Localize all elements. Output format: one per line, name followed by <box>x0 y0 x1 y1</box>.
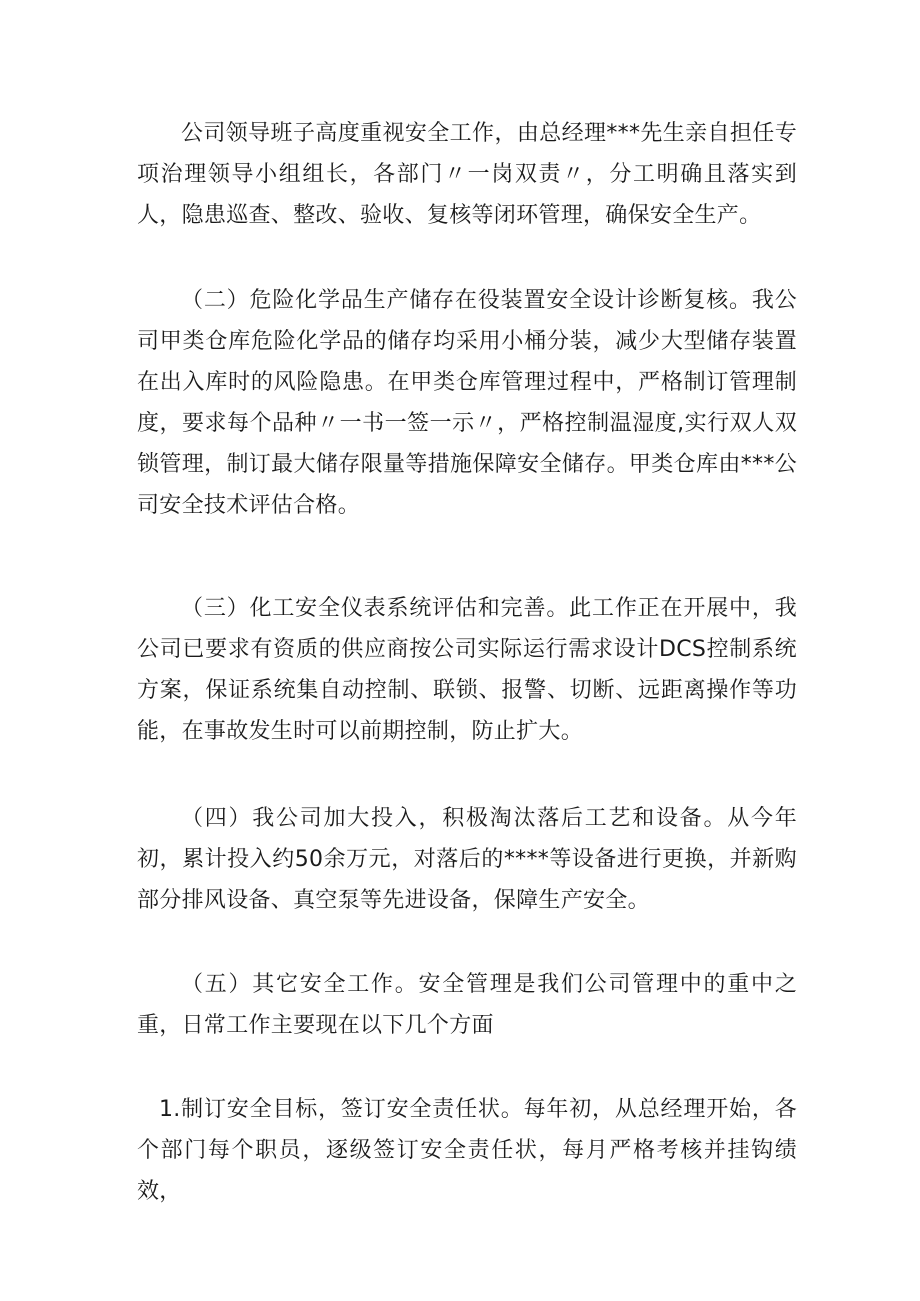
paragraph-hazardous-chemicals: （二）危险化学品生产储存在役装置安全设计诊断复核。我公司甲类仓库危险化学品的储存均采用小桶分装，减少大型储存装置在出入库时的风险隐患。在甲类仓库管理过程中，严格制订管理制度，要求每个品种〃一书一签一示〃，严格控制温湿度,实行双人双锁管理，制订最大储存限量等措施保障安全储存。甲类仓库由***公司安全技术评估合格。 <box>137 288 797 518</box>
paragraph-equipment-investment: （四）我公司加大投入，积极淘汰落后工艺和设备。从今年初，累计投入约50余万元，对落后的****等设备进行更换，并新购部分排风设备、真空泵等先进设备，保障生产安全。 <box>137 806 797 913</box>
paragraph-safety-targets: 1.制订安全目标，签订安全责任状。每年初，从总经理开始，各个部门每个职员，逐级签订安全责任状，每月严格考核并挂钩绩效， <box>137 1097 797 1204</box>
paragraph-other-safety-work: （五）其它安全工作。安全管理是我们公司管理中的重中之重，日常工作主要现在以下几个方面 <box>137 972 797 1038</box>
paragraph-safety-instrument-system: （三）化工安全仪表系统评估和完善。此工作正在开展中，我公司已要求有资质的供应商按公司实际运行需求设计DCS控制系统方案，保证系统集自动控制、联锁、报警、切断、远距离操作等功能，在事故发生时可以前期控制，防止扩大。 <box>137 596 797 744</box>
paragraph-leadership: 公司领导班子高度重视安全工作，由总经理***先生亲自担任专项治理领导小组组长，各部门〃一岗双责〃，分工明确且落实到人，隐患巡查、整改、验收、复核等闭环管理，确保安全生产。 <box>137 121 797 228</box>
